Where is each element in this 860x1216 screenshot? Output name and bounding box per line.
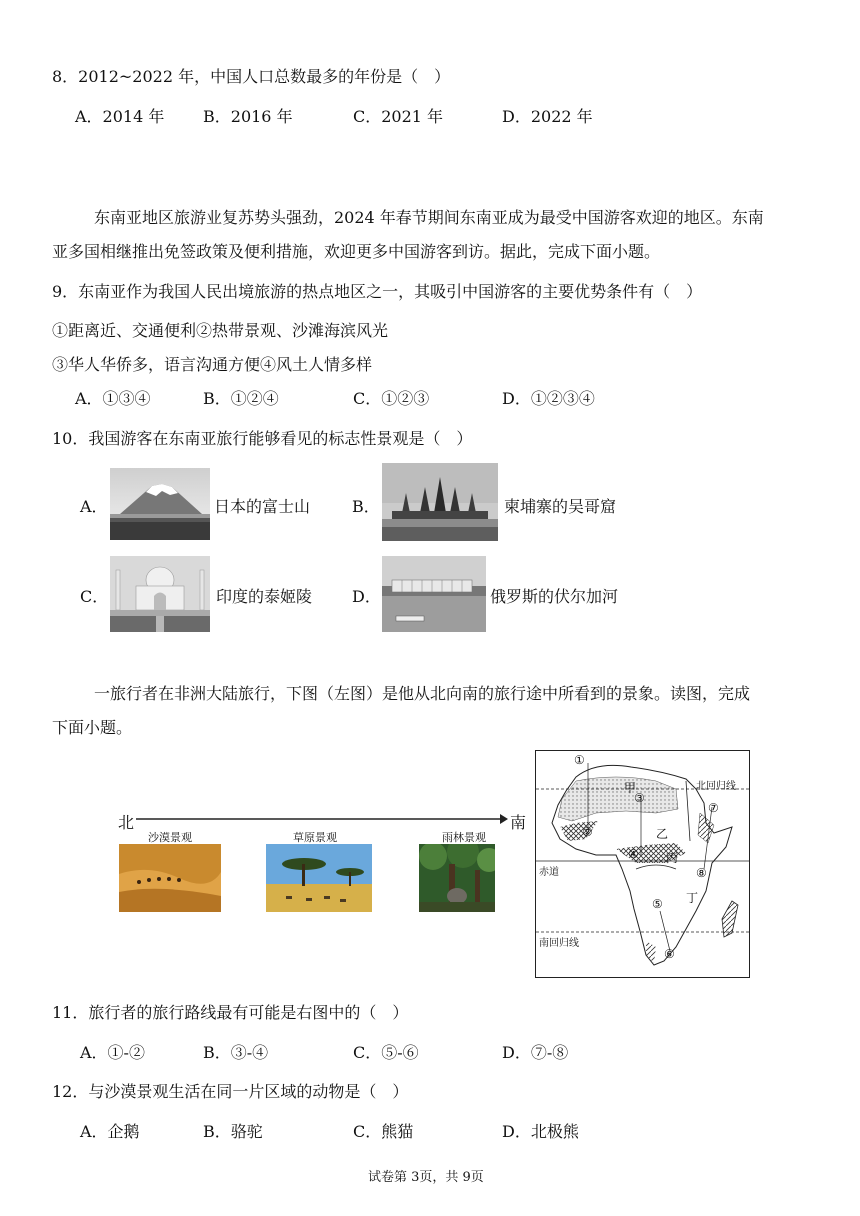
scene-desert-label: 沙漠景观 (148, 831, 192, 844)
tropic-of-capricorn-label: 南回归线 (539, 938, 579, 949)
question-10-option-b-caption: 柬埔寨的吴哥窟 (504, 497, 617, 516)
question-9-condition-1: ①距离近、交通便利②热带景观、沙滩海滨风光 (52, 321, 389, 340)
volga-river-photo (382, 556, 486, 632)
savanna-scene-photo (266, 844, 372, 912)
page-footer: 试卷第 3页，共 9页 (368, 1170, 484, 1185)
passage-2-line-2: 下面小题。 (52, 718, 133, 737)
mount-fuji-photo (110, 468, 210, 540)
rainforest-scene-photo (419, 844, 495, 912)
passage-1-line-1: 东南亚地区旅游业复苏势头强劲，2024 年春节期间东南亚成为最受中国游客欢迎的地区。东南 (94, 208, 764, 227)
question-8-option-b[interactable]: B．2016 年 (203, 107, 293, 126)
africa-map (535, 750, 750, 978)
question-8-option-c[interactable]: C．2021 年 (353, 107, 444, 126)
question-12-option-a[interactable]: A．企鹅 (80, 1122, 140, 1141)
question-9-option-b[interactable]: B．①②④ (203, 389, 279, 408)
angkor-wat-photo (382, 463, 498, 541)
passage-2-line-1: 一旅行者在非洲大陆旅行，下图（左图）是他从北向南的旅行途中所看到的景象。读图，完成 (94, 684, 751, 703)
equator-label: 赤道 (539, 867, 559, 878)
question-10-option-c-caption: 印度的泰姬陵 (216, 587, 313, 606)
question-10-option-b-letter[interactable]: B． (352, 497, 380, 516)
question-8-option-d[interactable]: D．2022 年 (502, 107, 593, 126)
question-10-option-a-letter[interactable]: A． (80, 497, 108, 516)
question-9-condition-2: ③华人华侨多，语言沟通方便④风土人情多样 (52, 355, 373, 374)
figure-north-label: 北 (118, 813, 135, 832)
question-10-stem: 10．我国游客在东南亚旅行能够看见的标志性景观是（ ） (52, 429, 473, 448)
desert-scene-photo (119, 844, 221, 912)
map-region-yi: 乙 (656, 827, 669, 841)
question-10-option-d-letter[interactable]: D． (352, 587, 381, 606)
question-11-option-d[interactable]: D．⑦-⑧ (502, 1043, 569, 1062)
question-12-option-d[interactable]: D．北极熊 (502, 1122, 579, 1141)
map-point-5: ⑤ (652, 897, 663, 911)
map-region-jia: 甲 (624, 781, 637, 795)
question-12-option-b[interactable]: B．骆驼 (203, 1122, 263, 1141)
map-point-4: ④ (628, 847, 639, 861)
question-10-option-d-caption: 俄罗斯的伏尔加河 (490, 587, 619, 606)
madagascar (722, 901, 738, 937)
question-10-option-c-letter[interactable]: C． (80, 587, 109, 606)
figure-south-label: 南 (510, 813, 527, 832)
question-9-option-c[interactable]: C．①②③ (353, 389, 430, 408)
scene-savanna-label: 草原景观 (293, 831, 337, 844)
question-11-option-b[interactable]: B．③-④ (203, 1043, 269, 1062)
scene-rainforest-label: 雨林景观 (442, 831, 486, 844)
north-to-south-arrow (136, 813, 508, 825)
question-9-stem: 9．东南亚作为我国人民出境旅游的热点地区之一，其吸引中国游客的主要优势条件有（ ） (52, 282, 703, 301)
map-point-8: ⑧ (696, 866, 707, 880)
question-8-option-a[interactable]: A．2014 年 (75, 107, 165, 126)
question-11-option-a[interactable]: A．①-② (80, 1043, 145, 1062)
map-region-bing: 丙 (666, 851, 679, 865)
taj-mahal-photo (110, 556, 210, 632)
map-point-6: ⑥ (664, 947, 675, 961)
question-9-option-a[interactable]: A．①③④ (75, 389, 151, 408)
question-8-stem: 8．2012~2022 年，中国人口总数最多的年份是（ ） (52, 67, 451, 86)
question-11-stem: 11．旅行者的旅行路线最有可能是右图中的（ ） (52, 1003, 409, 1022)
question-12-stem: 12．与沙漠景观生活在同一片区域的动物是（ ） (52, 1082, 409, 1101)
map-point-3: ③ (634, 791, 645, 805)
question-12-option-c[interactable]: C．熊猫 (353, 1122, 414, 1141)
map-point-1: ① (574, 753, 585, 767)
passage-1-line-2: 亚多国相继推出免签政策及便利措施，欢迎更多中国游客到访。据此，完成下面小题。 (52, 242, 661, 261)
question-9-option-d[interactable]: D．①②③④ (502, 389, 595, 408)
question-11-option-c[interactable]: C．⑤-⑥ (353, 1043, 419, 1062)
map-region-ding: 丁 (686, 891, 699, 905)
tropic-of-cancer-label: 北回归线 (696, 781, 736, 792)
map-point-7: ⑦ (708, 801, 719, 815)
question-10-option-a-caption: 日本的富士山 (214, 497, 311, 516)
map-point-2: ② (582, 825, 593, 839)
